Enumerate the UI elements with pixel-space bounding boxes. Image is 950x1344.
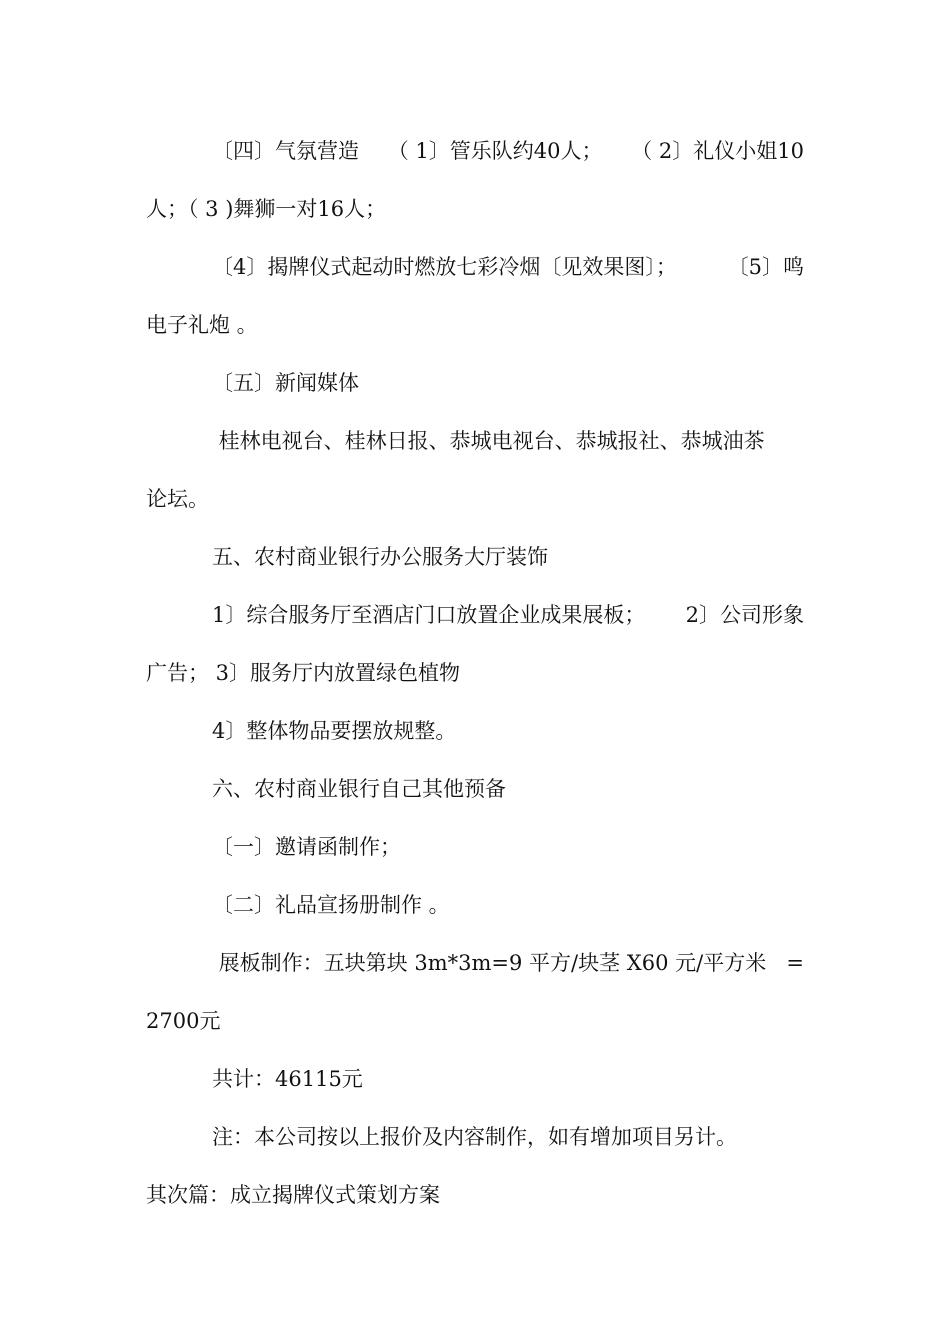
paragraph-line: 人；（ 3 )舞狮一对16人；	[146, 197, 387, 221]
total-line: 共计：46115元	[212, 1067, 363, 1091]
text-segment: 展板制作：五块第块 3m*3m=9 平方/块茎 X60 元/平方米	[212, 951, 767, 975]
chapter-heading: 其次篇：成立揭牌仪式策划方案	[146, 1183, 440, 1207]
paragraph-line	[212, 253, 804, 281]
section-heading: 〔五〕新闻媒体	[212, 371, 359, 395]
text-segment: =	[786, 951, 804, 975]
text-segment: （ 1〕管乐队约40人；	[387, 139, 603, 163]
paragraph-line	[212, 137, 804, 165]
paragraph-line	[212, 949, 804, 977]
text-segment: 〔4〕揭牌仪式起动时燃放七彩冷烟〔见效果图〕；	[212, 255, 677, 279]
note-line: 注：本公司按以上报价及内容制作，如有增加项目另计。	[212, 1125, 737, 1149]
paragraph-line: 论坛。	[146, 487, 209, 511]
paragraph-line: 桂林电视台、桂林日报、恭城电视台、恭城报社、恭城油茶	[212, 429, 765, 453]
paragraph-line	[212, 601, 804, 629]
text-segment: （ 2〕礼仪小姐10	[631, 139, 804, 163]
text-segment: 1〕综合服务厅至酒店门口放置企业成果展板；	[212, 603, 646, 627]
paragraph-line: 〔一〕邀请函制作；	[212, 835, 401, 859]
text-segment: 2〕公司形象	[685, 603, 804, 627]
paragraph-line: 电子礼炮 。	[146, 313, 258, 337]
paragraph-line: 4〕整体物品要摆放规整。	[212, 719, 457, 743]
section-heading: 六、农村商业银行自己其他预备	[212, 777, 506, 801]
paragraph-line: 2700元	[146, 1009, 221, 1033]
paragraph-line: 广告； 3〕服务厅内放置绿色植物	[146, 661, 461, 685]
section-heading: 五、农村商业银行办公服务大厅装饰	[212, 545, 548, 569]
paragraph-line: 〔二〕礼品宣扬册制作 。	[212, 893, 450, 917]
text-segment: 〔5〕鸣	[727, 255, 804, 279]
text-segment: 〔四〕气氛营造	[212, 139, 359, 163]
